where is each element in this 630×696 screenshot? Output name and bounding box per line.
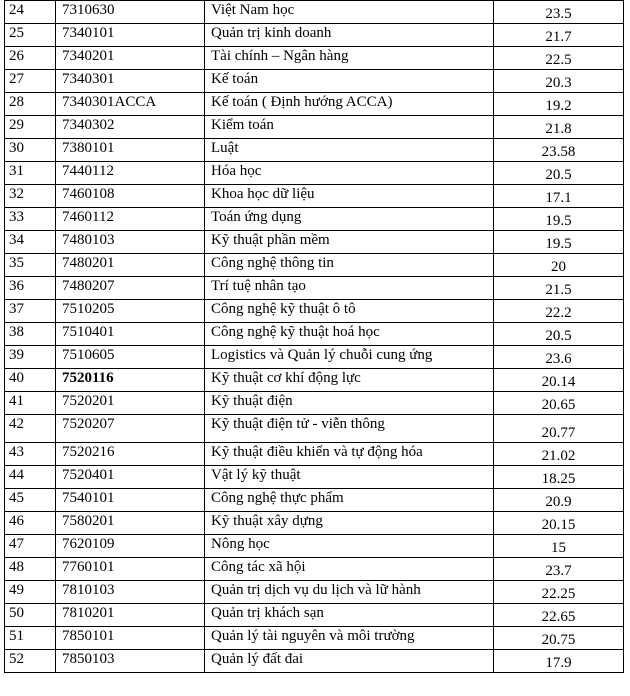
score-cell: 22.65 <box>494 604 624 627</box>
score-cell: 22.5 <box>494 47 624 70</box>
row-number-cell: 47 <box>5 535 56 558</box>
score-cell: 20.75 <box>494 627 624 650</box>
major-code-cell: 7520401 <box>56 466 205 489</box>
major-code-cell: 7540101 <box>56 489 205 512</box>
major-code-cell: 7760101 <box>56 558 205 581</box>
table-row <box>5 604 624 627</box>
major-code-cell: 7460108 <box>56 185 205 208</box>
major-code-cell: 7480201 <box>56 254 205 277</box>
major-name-cell: Hóa học <box>205 162 494 185</box>
major-code-cell: 7520201 <box>56 392 205 415</box>
score-cell: 20.3 <box>494 70 624 93</box>
score-cell: 20.65 <box>494 392 624 415</box>
score-cell: 19.5 <box>494 208 624 231</box>
major-name-cell: Kế toán <box>205 70 494 93</box>
score-cell: 23.6 <box>494 346 624 369</box>
major-name-cell: Kỹ thuật điện <box>205 392 494 415</box>
score-cell: 20.9 <box>494 489 624 512</box>
score-cell: 17.1 <box>494 185 624 208</box>
row-number-cell: 29 <box>5 116 56 139</box>
major-code-cell: 7520216 <box>56 443 205 466</box>
major-code-cell: 7310630 <box>56 1 205 24</box>
score-cell: 20.14 <box>494 369 624 392</box>
score-cell: 20.5 <box>494 323 624 346</box>
major-name-cell: Logistics và Quản lý chuỗi cung ứng <box>205 346 494 369</box>
row-number-cell: 41 <box>5 392 56 415</box>
major-name-cell: Kiểm toán <box>205 116 494 139</box>
table-row <box>5 650 624 673</box>
score-cell: 15 <box>494 535 624 558</box>
table-row <box>5 300 624 323</box>
score-cell: 19.2 <box>494 93 624 116</box>
table-row <box>5 512 624 535</box>
row-number-cell: 32 <box>5 185 56 208</box>
major-code-cell: 7440112 <box>56 162 205 185</box>
score-cell: 23.58 <box>494 139 624 162</box>
row-number-cell: 36 <box>5 277 56 300</box>
row-number-cell: 37 <box>5 300 56 323</box>
table-row <box>5 581 624 604</box>
major-code-cell: 7520207 <box>56 415 205 443</box>
table-row <box>5 443 624 466</box>
major-code-cell: 7850101 <box>56 627 205 650</box>
table-row <box>5 47 624 70</box>
table-row <box>5 369 624 392</box>
major-code-cell: 7340101 <box>56 24 205 47</box>
table-row <box>5 254 624 277</box>
major-name-cell: Quản lý đất đai <box>205 650 494 673</box>
major-code-cell: 7810103 <box>56 581 205 604</box>
row-number-cell: 42 <box>5 415 56 443</box>
major-name-cell: Kỹ thuật cơ khí động lực <box>205 369 494 392</box>
major-code-cell: 7340301ACCA <box>56 93 205 116</box>
major-name-cell: Khoa học dữ liệu <box>205 185 494 208</box>
row-number-cell: 49 <box>5 581 56 604</box>
major-name-cell: Nông học <box>205 535 494 558</box>
table-row <box>5 627 624 650</box>
major-name-cell: Quản trị khách sạn <box>205 604 494 627</box>
table-row <box>5 139 624 162</box>
table-row <box>5 1 624 24</box>
row-number-cell: 40 <box>5 369 56 392</box>
major-name-cell: Toán ứng dụng <box>205 208 494 231</box>
score-cell: 17.9 <box>494 650 624 673</box>
row-number-cell: 45 <box>5 489 56 512</box>
table-row <box>5 392 624 415</box>
major-code-cell: 7480103 <box>56 231 205 254</box>
major-code-cell: 7580201 <box>56 512 205 535</box>
major-name-cell: Quản lý tài nguyên và môi trường <box>205 627 494 650</box>
row-number-cell: 44 <box>5 466 56 489</box>
table-row <box>5 323 624 346</box>
row-number-cell: 39 <box>5 346 56 369</box>
major-code-cell: 7510205 <box>56 300 205 323</box>
table-row <box>5 116 624 139</box>
major-code-cell: 7510605 <box>56 346 205 369</box>
score-cell: 22.2 <box>494 300 624 323</box>
major-name-cell: Kỹ thuật điện tử - viễn thông <box>205 415 494 443</box>
table-row <box>5 93 624 116</box>
table-row <box>5 466 624 489</box>
major-code-cell: 7460112 <box>56 208 205 231</box>
major-name-cell: Công nghệ thông tin <box>205 254 494 277</box>
row-number-cell: 33 <box>5 208 56 231</box>
score-cell: 21.5 <box>494 277 624 300</box>
table-row <box>5 208 624 231</box>
major-name-cell: Luật <box>205 139 494 162</box>
score-cell: 23.5 <box>494 1 624 24</box>
table-body <box>5 1 624 673</box>
major-name-cell: Công nghệ kỹ thuật ô tô <box>205 300 494 323</box>
table-row <box>5 70 624 93</box>
table-row <box>5 231 624 254</box>
table-row <box>5 415 624 443</box>
score-cell: 20 <box>494 254 624 277</box>
row-number-cell: 28 <box>5 93 56 116</box>
major-code-cell: 7340302 <box>56 116 205 139</box>
row-number-cell: 50 <box>5 604 56 627</box>
major-name-cell: Quản trị dịch vụ du lịch và lữ hành <box>205 581 494 604</box>
major-name-cell: Kỹ thuật phần mềm <box>205 231 494 254</box>
major-code-cell: 7380101 <box>56 139 205 162</box>
table-row <box>5 162 624 185</box>
table-row <box>5 24 624 47</box>
table-row <box>5 185 624 208</box>
major-name-cell: Công nghệ thực phẩm <box>205 489 494 512</box>
major-name-cell: Kỹ thuật điều khiển và tự động hóa <box>205 443 494 466</box>
major-name-cell: Kỹ thuật xây dựng <box>205 512 494 535</box>
score-cell: 21.7 <box>494 24 624 47</box>
major-code-cell: 7620109 <box>56 535 205 558</box>
row-number-cell: 51 <box>5 627 56 650</box>
score-cell: 22.25 <box>494 581 624 604</box>
score-cell: 20.15 <box>494 512 624 535</box>
major-code-cell: 7810201 <box>56 604 205 627</box>
major-code-cell: 7340301 <box>56 70 205 93</box>
table-row <box>5 489 624 512</box>
score-cell: 18.25 <box>494 466 624 489</box>
admission-score-table <box>4 0 624 673</box>
score-cell: 23.7 <box>494 558 624 581</box>
score-cell: 20.77 <box>494 415 624 443</box>
major-code-cell: 7480207 <box>56 277 205 300</box>
major-name-cell: Việt Nam học <box>205 1 494 24</box>
table-row <box>5 277 624 300</box>
score-cell: 21.02 <box>494 443 624 466</box>
row-number-cell: 27 <box>5 70 56 93</box>
table-row <box>5 346 624 369</box>
major-code-cell: 7510401 <box>56 323 205 346</box>
row-number-cell: 26 <box>5 47 56 70</box>
row-number-cell: 35 <box>5 254 56 277</box>
score-cell: 20.5 <box>494 162 624 185</box>
row-number-cell: 25 <box>5 24 56 47</box>
row-number-cell: 46 <box>5 512 56 535</box>
major-name-cell: Công nghệ kỹ thuật hoá học <box>205 323 494 346</box>
major-code-cell: 7340201 <box>56 47 205 70</box>
table-row <box>5 558 624 581</box>
major-code-cell: 7850103 <box>56 650 205 673</box>
major-name-cell: Tài chính – Ngân hàng <box>205 47 494 70</box>
major-name-cell: Vật lý kỹ thuật <box>205 466 494 489</box>
major-name-cell: Trí tuệ nhân tạo <box>205 277 494 300</box>
row-number-cell: 38 <box>5 323 56 346</box>
row-number-cell: 52 <box>5 650 56 673</box>
row-number-cell: 34 <box>5 231 56 254</box>
row-number-cell: 43 <box>5 443 56 466</box>
row-number-cell: 48 <box>5 558 56 581</box>
major-name-cell: Quản trị kinh doanh <box>205 24 494 47</box>
major-name-cell: Kế toán ( Định hướng ACCA) <box>205 93 494 116</box>
major-name-cell: Công tác xã hội <box>205 558 494 581</box>
score-cell: 19.5 <box>494 231 624 254</box>
row-number-cell: 24 <box>5 1 56 24</box>
table-row <box>5 535 624 558</box>
row-number-cell: 31 <box>5 162 56 185</box>
score-cell: 21.8 <box>494 116 624 139</box>
major-code-cell: 7520116 <box>56 369 205 392</box>
row-number-cell: 30 <box>5 139 56 162</box>
